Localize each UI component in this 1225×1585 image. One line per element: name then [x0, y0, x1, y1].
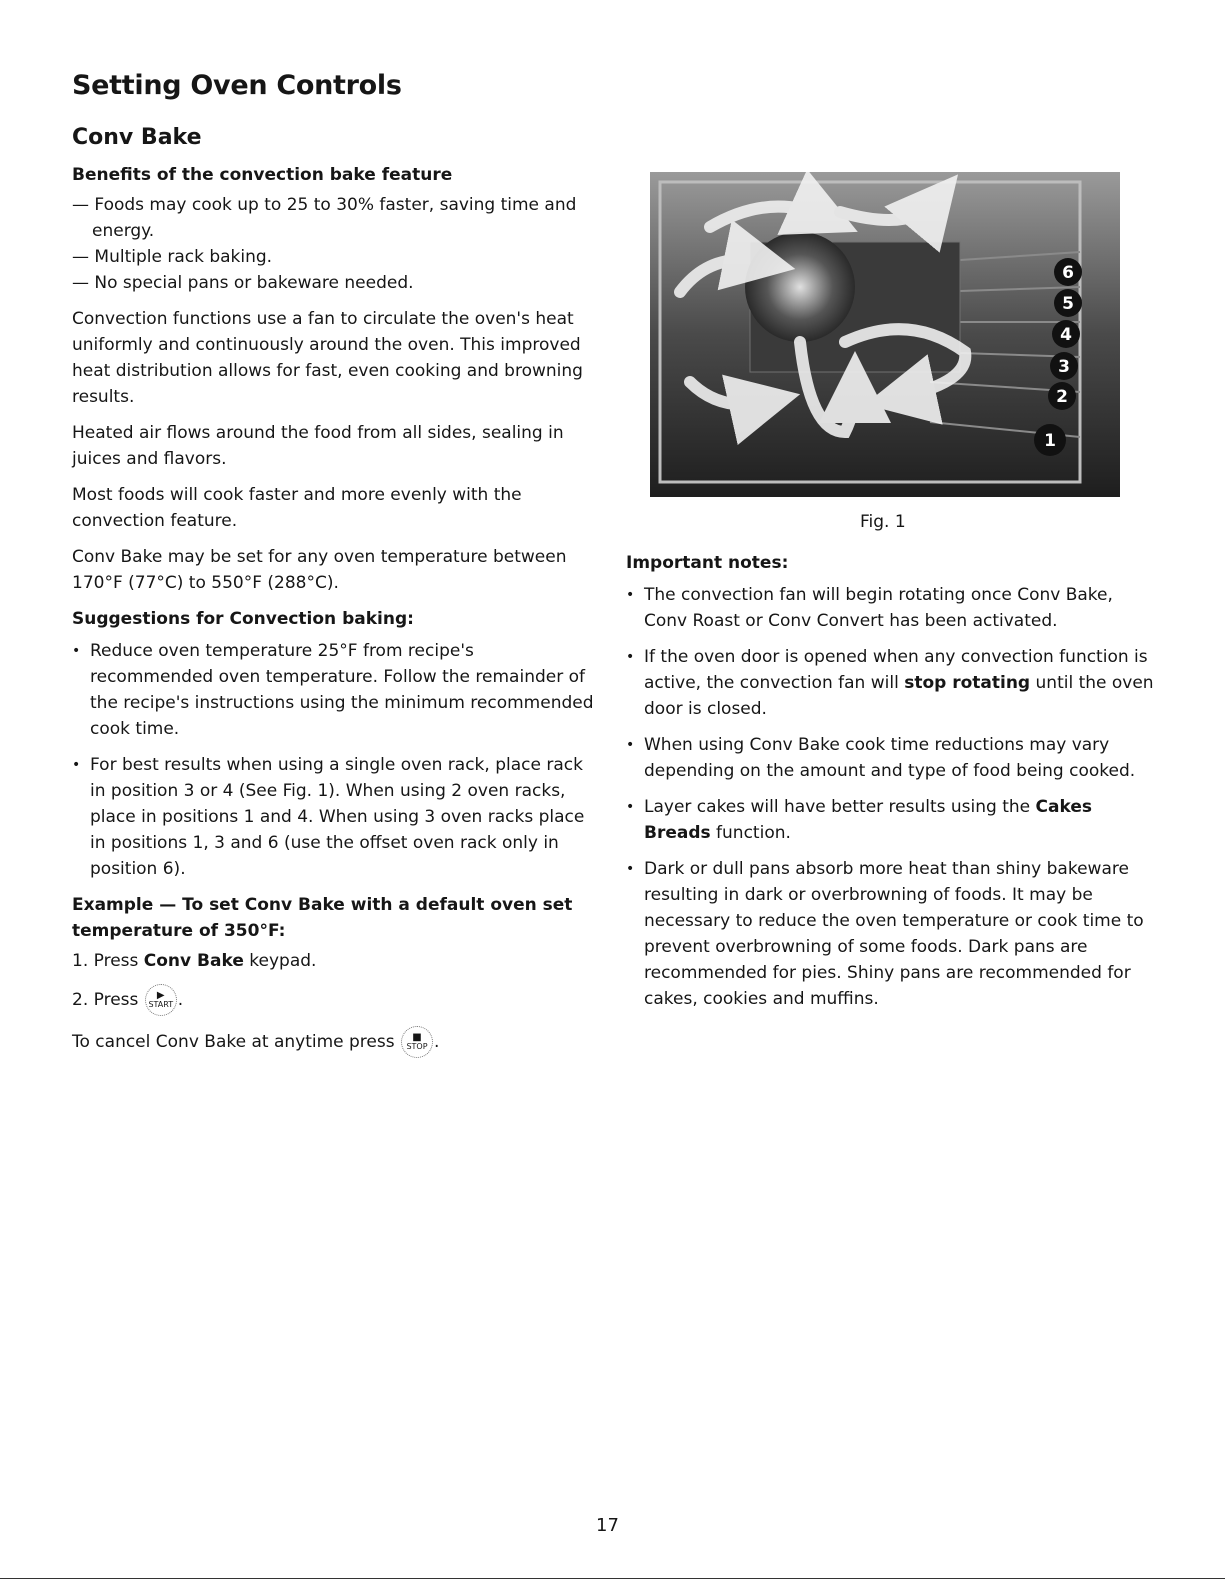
note-2-text-b: until the oven door is closed.: [644, 673, 1154, 719]
step-2: [72, 984, 602, 1016]
note-item: [626, 794, 1156, 846]
rack-label-6: 6: [1062, 263, 1074, 283]
rack-label-1: 1: [1044, 431, 1056, 451]
start-glyph: ▶: [156, 990, 165, 1001]
start-key-icon: [145, 984, 177, 1016]
page-title: Setting Oven Controls: [72, 70, 402, 101]
important-notes-heading: Important notes:: [626, 553, 789, 573]
suggestions-heading: Suggestions for Convection baking:: [72, 609, 414, 629]
paragraph-faster: Most foods will cook faster and more evenly with the convection feature.: [72, 485, 522, 531]
notes-list: [626, 582, 1156, 1012]
rack-label-2: 2: [1056, 387, 1068, 407]
cancel-prefix: To cancel Conv Bake at anytime press: [72, 1032, 395, 1052]
benefit-item: — Foods may cook up to 25 to 30% faster, saving time and energy.: [72, 195, 577, 241]
suggestion-item: • For best results when using a single oven rack, place rack in position 3 or 4 (See Fig. 1). When using 2 oven racks, place in positions 1 and 4. When using 3 oven racks place in positions 1, 3 and 6 (use the offset oven rack only in position 6).: [72, 752, 602, 882]
note-2-emphasis: stop rotating: [904, 673, 1031, 693]
note-4-text-b: function.: [716, 823, 791, 843]
stop-label: STOP: [406, 1042, 428, 1051]
note-4-emphasis: Cakes Breads: [644, 797, 1092, 843]
benefit-item: — No special pans or bakeware needed.: [72, 273, 414, 293]
right-column: [626, 550, 1156, 1022]
benefit-item: — Multiple rack baking.: [72, 247, 273, 267]
note-item: • When using Conv Bake cook time reductions may vary depending on the amount and type of food being cooked.: [626, 732, 1156, 784]
note-4-text-a: Layer cakes will have better results using the: [644, 797, 1031, 817]
note-2-text-a: If the oven door is opened when any convection function is active, the convection fan will: [644, 647, 1148, 693]
step-2-suffix: .: [177, 990, 184, 1010]
note-item: • The convection fan will begin rotating once Conv Bake, Conv Roast or Conv Convert has been activated.: [626, 582, 1156, 634]
start-label: START: [148, 1000, 174, 1009]
cancel-suffix: .: [434, 1032, 440, 1052]
note-item: • Dark or dull pans absorb more heat than shiny bakeware resulting in dark or overbrowning of foods. It may be necessary to reduce the oven temperature or cook time to prevent overbrowning of some foods. Dark pans are recommended for pies. Shiny pans are recommended for cakes, cookies and muffins.: [626, 856, 1156, 1012]
stop-key-icon: [401, 1026, 433, 1058]
step-1: [72, 948, 602, 974]
conv-bake-keypad-label: Conv Bake: [143, 951, 244, 971]
benefits-heading: Benefits of the convection bake feature: [72, 165, 453, 185]
rack-label-5: 5: [1062, 294, 1074, 314]
suggestion-item: • Reduce oven temperature 25°F from recipe's recommended oven temperature. Follow the remainder of the recipe's instructions using the minimum recommended cook time.: [72, 638, 602, 742]
oven-interior-image: [650, 172, 1120, 497]
step-2-prefix: 2. Press: [72, 990, 139, 1010]
suggestions-list: [72, 638, 602, 882]
step-1-suffix: keypad.: [249, 951, 317, 971]
rack-label-3: 3: [1058, 357, 1070, 377]
cancel-instruction: [72, 1026, 602, 1058]
bottom-divider: [0, 1578, 1225, 1579]
paragraph-convection: Convection functions use a fan to circulate the oven's heat uniformly and continuously around the oven. This improved heat distribution allows for fast, even cooking and browning results.: [72, 309, 583, 407]
stop-glyph: ■: [412, 1032, 422, 1043]
oven-figure: [650, 172, 1120, 497]
paragraph-heated-air: Heated air flows around the food from all sides, sealing in juices and flavors.: [72, 423, 564, 469]
paragraph-temperature-range: Conv Bake may be set for any oven temperature between 170°F (77°C) to 550°F (288°C).: [72, 547, 567, 593]
section-title: Conv Bake: [72, 125, 202, 150]
figure-caption: Fig. 1: [860, 512, 906, 532]
example-steps: [72, 948, 602, 1016]
rack-label-4: 4: [1060, 325, 1072, 345]
note-item: [626, 644, 1156, 722]
page-number: 17: [596, 1515, 619, 1536]
convection-fan-icon: [745, 232, 855, 342]
example-heading: Example — To set Conv Bake with a default oven set temperature of 350°F:: [72, 895, 573, 941]
step-1-prefix: 1. Press: [72, 951, 139, 971]
left-column: [72, 162, 602, 1068]
benefits-list: [72, 192, 602, 296]
